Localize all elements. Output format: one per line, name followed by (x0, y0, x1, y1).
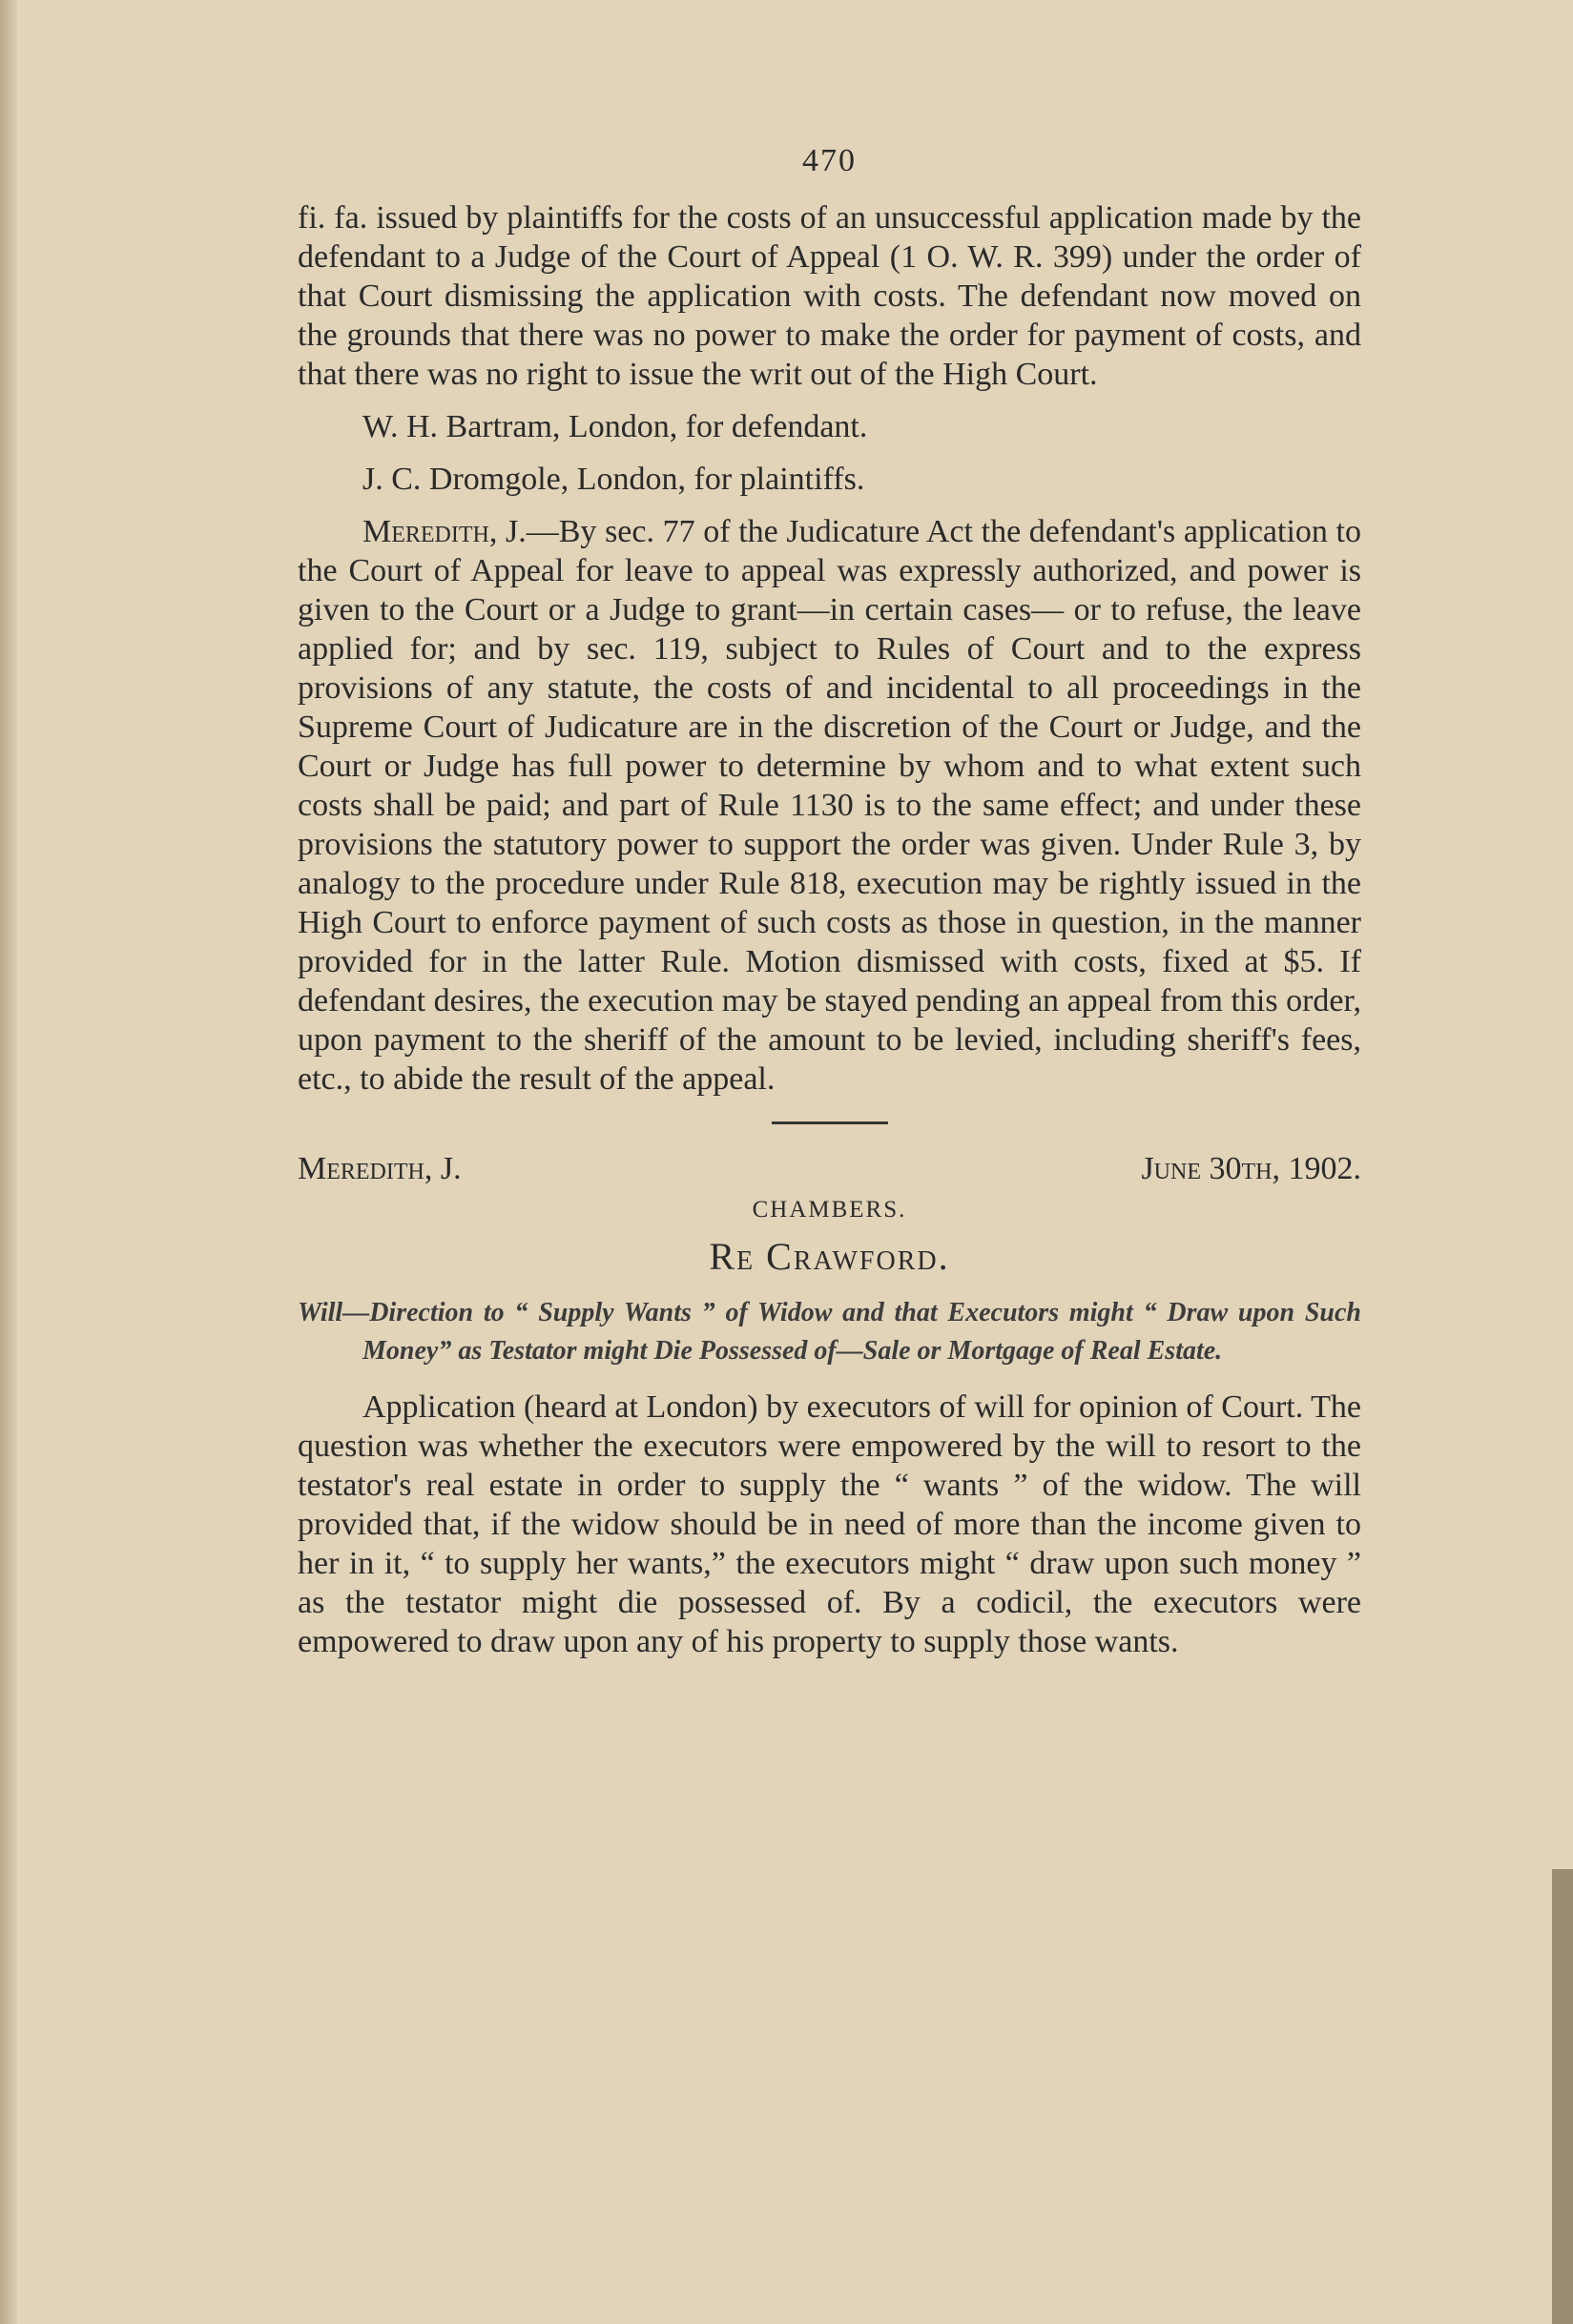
case-body: Application (heard at London) by executors of will for opinion of Court. The question was whether the executors were empowered by the will to resort to the testator's real estate in order to supply the “ wants ” of the widow. The will provided that, if the widow should be in need of more than the income given to her in it, “ to supply her wants,” the executors might “ draw upon such money ” as the testator might die possessed of. By a codicil, the executors were empowered to draw upon any of his property to supply those wants. (298, 1389, 1361, 1659)
counsel-plaintiffs: J. C. Dromgole, London, for plaintiffs. (362, 462, 865, 497)
judgment-paragraph (298, 512, 1361, 1099)
counsel-defendant: W. H. Bartram, London, for defendant. (362, 409, 868, 444)
page-content (298, 143, 1361, 1661)
opening-paragraph: fi. fa. issued by plaintiffs for the costs of an unsuccessful application made by the defendant to a Judge of the Court of Appeal (1 O. W. R. 399) under the order of that Court dismissing the application with costs. The defendant now moved on the grounds that there was no power to make the order for payment of costs, and that there was no right to issue the writ out of the High Court. (298, 200, 1361, 392)
case-judge: Meredith, J. (298, 1151, 462, 1186)
binding-edge (0, 0, 17, 2324)
case-headnote: Will—Direction to “ Supply Wants ” of Widow and that Executors might “ Draw upon Such Money” as Testator might Die Possessed of—Sale or Mortgage of Real Estate. (298, 1298, 1361, 1366)
case-date: June 30th, 1902. (1141, 1151, 1361, 1186)
case-title: Re Crawford. (709, 1235, 950, 1278)
page-edge-shadow (1552, 1869, 1573, 2324)
section-divider (772, 1121, 888, 1124)
judge-name: Meredith, J. (362, 514, 527, 549)
case-header-line (298, 1149, 1361, 1188)
page-number: 470 (802, 143, 857, 178)
judgment-text: —By sec. 77 of the Judicature Act the defendant's application to the Court of Appeal for leave to appeal was expressly authorized, and power is given to the Court or a Judge to grant—in certain cases— or to refuse, the leave applied for; and by sec. 119, subject to Rules of Court and to the express provisions of any statute, the costs of and incidental to all proceedings in the Supreme Court of Judicature are in the discretion of the Court or Judge, and the Court or Judge has full power to determine by whom and to what extent such costs shall be paid; and part of Rule 1130 is to the same effect; and under these provisions the statutory power to support the order was given. Under Rule 3, by analogy to the procedure under Rule 818, execution may be rightly issued in the High Court to enforce payment of such costs as those in question, in the manner provided for in the latter Rule. Motion dismissed with costs, fixed at $5. If defendant desires, the execution may be stayed pending an appeal from this order, upon payment to the sheriff of the amount to be levied, including sheriff's fees, etc., to abide the result of the appeal. (298, 514, 1361, 1097)
court-label: CHAMBERS. (752, 1197, 907, 1223)
